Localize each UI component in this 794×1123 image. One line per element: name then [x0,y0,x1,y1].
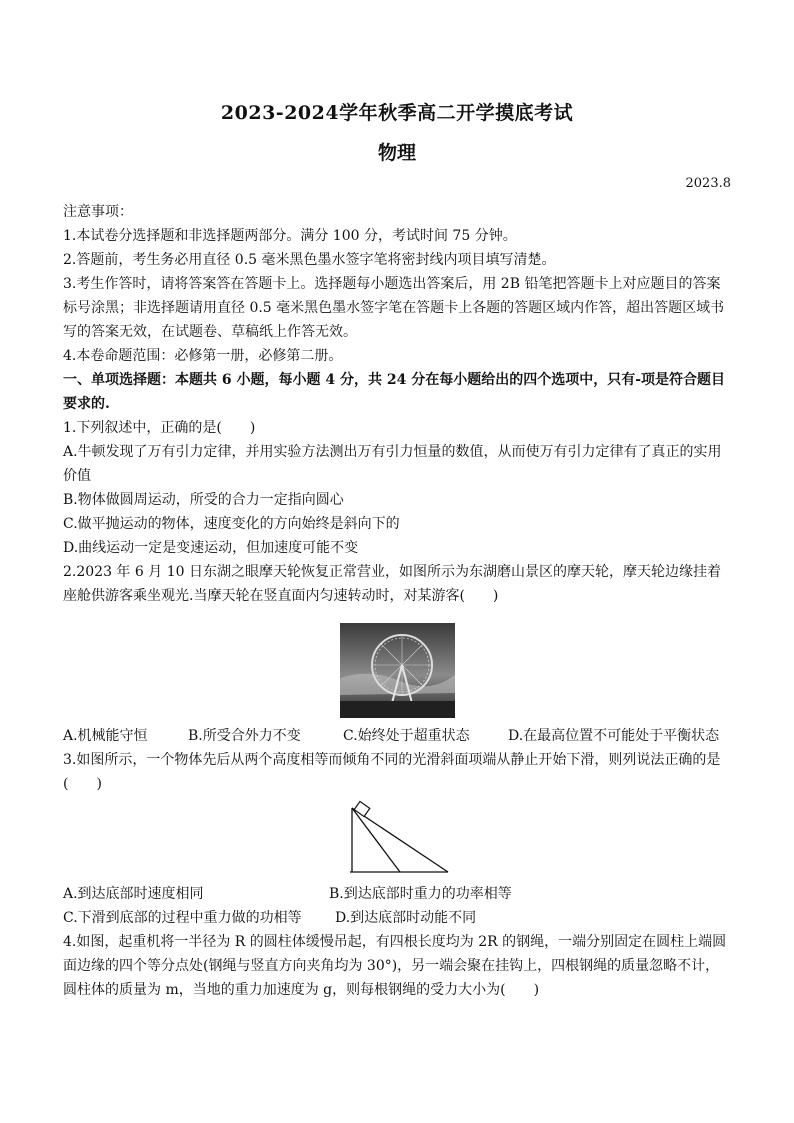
exam-title: 2023-2024学年秋季高二开学摸底考试 [220,102,574,124]
q3-options [63,882,733,1002]
question-stem: 1.下列叙述中，正确的是( ) [63,420,256,436]
question-option: A.到达底部时速度相同 [63,886,204,902]
question-option: A.牛顿发现了万有引力定律，并用实验方法测出万有引力恒量的数值，从而使万有引力定律有了真正的实用价值 [63,444,722,484]
incline-diagram [340,800,455,878]
question-option: B.物体做圆周运动，所受的合力一定指向圆心 [63,492,344,508]
question-stem: 3.如图所示，一个物体先后从两个高度相等而倾角不同的光滑斜面项端从静止开始下滑，则列说法正确的是( ) [63,752,721,792]
question-option: A.机械能守恒 [63,728,148,744]
q2-options [63,724,733,796]
question-option: C.下滑到底部的过程中重力做的功相等 [63,910,302,926]
note-item: 1.本试卷分选择题和非选择题两部分。满分 100 分，考试时间 75 分钟。 [63,228,517,244]
note-item: 4.本卷命题范围：必修第一册，必修第二册。 [63,348,343,364]
section-heading: 一、单项选择题：本题共 6 小题，每小题 4 分，共 24 分在每小题给出的四个选项中，只有-项是符合题目要求的. [63,372,726,412]
notes-block [63,200,733,608]
question-option: D.到达底部时动能不同 [335,910,477,926]
ferris-wheel-photo [340,623,455,718]
question-option: D.在最高位置不可能处于平衡状态 [508,728,720,744]
notes-heading: 注意事项： [63,204,133,220]
exam-date: 2023.8 [685,176,731,191]
question-option: B.到达底部时重力的功率相等 [329,886,512,902]
question-stem: 4.如图，起重机将一半径为 R 的圆柱体缓慢吊起，有四根长度均为 2R 的钢绳，一端分别固定在圆柱上端圆面边缘的四个等分点处(钢绳与竖直方向夹角均为 30°)，另一端会聚在挂钩上，四根钢绳的质量忽略不计，圆柱体的质量为 m，当地的重力加速度为 g，则每根钢绳的受力大小为( ) [63,934,727,998]
question-option: C.始终处于超重状态 [343,728,470,744]
note-item: 2.答题前，考生务必用直径 0.5 毫米黑色墨水签字笔将密封线内项目填写清楚。 [63,252,556,268]
question-option: C.做平抛运动的物体，速度变化的方向始终是斜向下的 [63,516,400,532]
question-stem: 2.2023 年 6 月 10 日东湖之眼摩天轮恢复正常营业，如图所示为东湖磨山景区的摩天轮，摩天轮边缘挂着座舱供游客乘坐观光.当摩天轮在竖直面内匀速转动时，对某游客( ) [63,564,721,604]
exam-subject: 物理 [377,142,416,164]
question-option: B.所受合外力不变 [188,728,301,744]
question-option: D.曲线运动一定是变速运动，但加速度可能不变 [63,540,359,556]
note-item: 3.考生作答时，请将答案答在答题卡上。选择题每小题选出答案后，用 2B 铅笔把答题卡上对应题目的答案标号涂黑；非选择题请用直径 0.5 毫米黑色墨水签字笔在答题卡上各题的答题区域内作答，超出答题区域书写的答案无效，在试题卷、草稿纸上作答无效。 [63,276,725,340]
